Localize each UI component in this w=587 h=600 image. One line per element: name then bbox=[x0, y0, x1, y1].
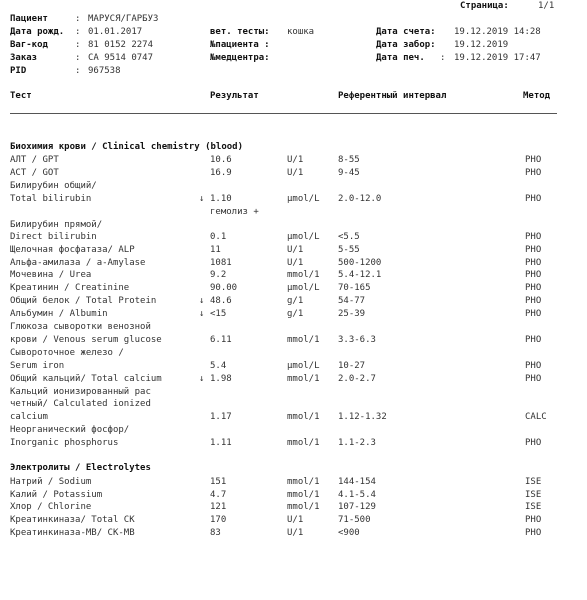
barcode-label: Ваг-код bbox=[10, 40, 48, 50]
method: PHO bbox=[525, 296, 542, 306]
reference-interval: 54-77 bbox=[338, 296, 366, 306]
unit: µmol/L bbox=[287, 283, 320, 293]
unit: mmol/1 bbox=[287, 335, 320, 345]
result-value: 1.10 bbox=[210, 194, 232, 204]
pid-label: PID bbox=[10, 66, 27, 76]
print-date-label: Дата печ. bbox=[376, 53, 425, 63]
reference-interval: 10-27 bbox=[338, 361, 366, 371]
method: PHO bbox=[525, 232, 542, 242]
test-name: Глюкоза сыворотки венозной bbox=[10, 322, 151, 332]
reference-interval: 5.4-12.1 bbox=[338, 270, 382, 280]
result-value: 11 bbox=[210, 245, 221, 255]
method: PHO bbox=[525, 283, 542, 293]
barcode-value: 81 0152 2274 bbox=[88, 40, 154, 50]
reference-interval: 5-55 bbox=[338, 245, 360, 255]
result-value: 5.4 bbox=[210, 361, 227, 371]
pid-value: 967538 bbox=[88, 66, 121, 76]
unit: U/1 bbox=[287, 155, 304, 165]
flag-arrow: ↓ bbox=[199, 194, 205, 204]
unit: µmol/L bbox=[287, 232, 320, 242]
order-colon: : bbox=[75, 53, 81, 63]
page-label: Страница: bbox=[460, 1, 509, 11]
result-value: 1.98 bbox=[210, 374, 232, 384]
method: ISE bbox=[525, 502, 542, 512]
unit: mmol/1 bbox=[287, 412, 320, 422]
method: PHO bbox=[525, 270, 542, 280]
invoice-date-value: 19.12.2019 14:28 bbox=[454, 27, 541, 37]
test-name: Билирубин общий/ bbox=[10, 181, 97, 191]
collect-date-label: Дата забор: bbox=[376, 40, 436, 50]
test-name: Мочевина / Urea bbox=[10, 270, 92, 280]
test-name: Inorganic phosphorus bbox=[10, 438, 119, 448]
test-name: Общий белок / Total Protein bbox=[10, 296, 157, 306]
reference-interval: 144-154 bbox=[338, 477, 376, 487]
test-name: четный/ Calculated ionized bbox=[10, 399, 151, 409]
result-value: 48.6 bbox=[210, 296, 232, 306]
patient-number-label: №пациента : bbox=[210, 40, 270, 50]
test-name: крови / Venous serum glucose bbox=[10, 335, 162, 345]
result-value: <15 bbox=[210, 309, 227, 319]
dob-colon: : bbox=[75, 27, 81, 37]
test-name: calcium bbox=[10, 412, 48, 422]
method: PHO bbox=[525, 168, 542, 178]
unit: mmol/1 bbox=[287, 490, 320, 500]
method: PHO bbox=[525, 194, 542, 204]
result-value: 83 bbox=[210, 528, 221, 538]
flag-arrow: ↓ bbox=[199, 309, 205, 319]
test-name: Калий / Potassium bbox=[10, 490, 103, 500]
test-name: Билирубин прямой/ bbox=[10, 220, 103, 230]
reference-interval: 3.3-6.3 bbox=[338, 335, 376, 345]
section-title-biochemistry: Биохимия крови / Clinical chemistry (blood) bbox=[10, 142, 243, 152]
method: PHO bbox=[525, 374, 542, 384]
method: PHO bbox=[525, 245, 542, 255]
column-method: Метод bbox=[523, 91, 551, 101]
test-name: Неорганический фосфор/ bbox=[10, 425, 130, 435]
test-name: Креатинкиназа-MB/ CK-MB bbox=[10, 528, 135, 538]
unit: µmol/L bbox=[287, 194, 320, 204]
test-name: Креатинкиназа/ Total CK bbox=[10, 515, 135, 525]
collect-date-value: 19.12.2019 bbox=[454, 40, 509, 50]
reference-interval: 2.0-2.7 bbox=[338, 374, 376, 384]
unit: U/1 bbox=[287, 245, 304, 255]
test-name: Сывороточное железо / bbox=[10, 348, 124, 358]
result-value: 6.11 bbox=[210, 335, 232, 345]
test-name: Натрий / Sodium bbox=[10, 477, 92, 487]
reference-interval: 9-45 bbox=[338, 168, 360, 178]
order-value: CA 9514 0747 bbox=[88, 53, 154, 63]
method: PHO bbox=[525, 528, 542, 538]
unit: µmol/L bbox=[287, 361, 320, 371]
method: PHO bbox=[525, 155, 542, 165]
reference-interval: 107-129 bbox=[338, 502, 376, 512]
dob-label: Дата рожд. bbox=[10, 27, 65, 37]
column-test: Тест bbox=[10, 91, 32, 101]
invoice-date-label: Дата счета: bbox=[376, 27, 436, 37]
unit: U/1 bbox=[287, 528, 304, 538]
result-value: 9.2 bbox=[210, 270, 227, 280]
unit: mmol/1 bbox=[287, 270, 320, 280]
reference-interval: 8-55 bbox=[338, 155, 360, 165]
reference-interval: <5.5 bbox=[338, 232, 360, 242]
method: PHO bbox=[525, 361, 542, 371]
test-name: АЛТ / GPT bbox=[10, 155, 59, 165]
test-name: Щелочная фосфатаза/ ALP bbox=[10, 245, 135, 255]
method: PHO bbox=[525, 258, 542, 268]
unit: U/1 bbox=[287, 168, 304, 178]
reference-interval: 500-1200 bbox=[338, 258, 382, 268]
vet-tests-label: вет. тесты: bbox=[210, 27, 270, 37]
test-name: Альфа-амилаза / a-Amylase bbox=[10, 258, 146, 268]
test-name: Total bilirubin bbox=[10, 194, 92, 204]
result-value: 4.7 bbox=[210, 490, 227, 500]
result-value: гемолиз + bbox=[210, 207, 259, 217]
header-divider bbox=[10, 113, 557, 114]
method: CALC bbox=[525, 412, 547, 422]
unit: mmol/1 bbox=[287, 502, 320, 512]
reference-interval: 1.12-1.32 bbox=[338, 412, 387, 422]
reference-interval: 25-39 bbox=[338, 309, 366, 319]
unit: U/1 bbox=[287, 258, 304, 268]
test-name: Креатинин / Creatinine bbox=[10, 283, 130, 293]
result-value: 170 bbox=[210, 515, 227, 525]
result-value: 151 bbox=[210, 477, 227, 487]
reference-interval: <900 bbox=[338, 528, 360, 538]
reference-interval: 2.0-12.0 bbox=[338, 194, 382, 204]
unit: mmol/1 bbox=[287, 438, 320, 448]
result-value: 90.00 bbox=[210, 283, 238, 293]
flag-arrow: ↓ bbox=[199, 374, 205, 384]
patient-colon: : bbox=[75, 14, 81, 24]
unit: mmol/1 bbox=[287, 374, 320, 384]
test-name: Хлор / Chlorine bbox=[10, 502, 92, 512]
order-label: Заказ bbox=[10, 53, 38, 63]
patient-label: Пациент bbox=[10, 14, 48, 24]
vet-tests-value: кошка bbox=[287, 27, 315, 37]
section-title-electrolytes: Электролиты / Electrolytes bbox=[10, 463, 151, 473]
method: PHO bbox=[525, 515, 542, 525]
reference-interval: 4.1-5.4 bbox=[338, 490, 376, 500]
test-name: Общий кальций/ Total calcium bbox=[10, 374, 162, 384]
result-value: 1081 bbox=[210, 258, 232, 268]
result-value: 1.17 bbox=[210, 412, 232, 422]
result-value: 1.11 bbox=[210, 438, 232, 448]
result-value: 10.6 bbox=[210, 155, 232, 165]
print-date-value: 19.12.2019 17:47 bbox=[454, 53, 541, 63]
unit: U/1 bbox=[287, 515, 304, 525]
dob-value: 01.01.2017 bbox=[88, 27, 143, 37]
unit: g/1 bbox=[287, 296, 304, 306]
reference-interval: 71-500 bbox=[338, 515, 371, 525]
page-number: 1/1 bbox=[538, 1, 555, 11]
result-value: 121 bbox=[210, 502, 227, 512]
test-name: Кальций ионизированный рас bbox=[10, 387, 151, 397]
method: PHO bbox=[525, 438, 542, 448]
test-name: Альбумин / Albumin bbox=[10, 309, 108, 319]
method: ISE bbox=[525, 490, 542, 500]
pid-colon: : bbox=[75, 66, 81, 76]
reference-interval: 70-165 bbox=[338, 283, 371, 293]
test-name: Serum iron bbox=[10, 361, 65, 371]
medcenter-label: №медцентра: bbox=[210, 53, 270, 63]
column-result: Результат bbox=[210, 91, 259, 101]
patient-value: МАРУСЯ/ГАРБУЗ bbox=[88, 14, 159, 24]
print-date-colon: : bbox=[440, 53, 446, 63]
method: ISE bbox=[525, 477, 542, 487]
unit: g/1 bbox=[287, 309, 304, 319]
method: PHO bbox=[525, 335, 542, 345]
barcode-colon: : bbox=[75, 40, 81, 50]
column-reference: Референтный интервал bbox=[338, 91, 447, 101]
test-name: Direct bilirubin bbox=[10, 232, 97, 242]
flag-arrow: ↓ bbox=[199, 296, 205, 306]
result-value: 0.1 bbox=[210, 232, 227, 242]
unit: mmol/1 bbox=[287, 477, 320, 487]
method: PHO bbox=[525, 309, 542, 319]
result-value: 16.9 bbox=[210, 168, 232, 178]
test-name: АСТ / GOT bbox=[10, 168, 59, 178]
reference-interval: 1.1-2.3 bbox=[338, 438, 376, 448]
